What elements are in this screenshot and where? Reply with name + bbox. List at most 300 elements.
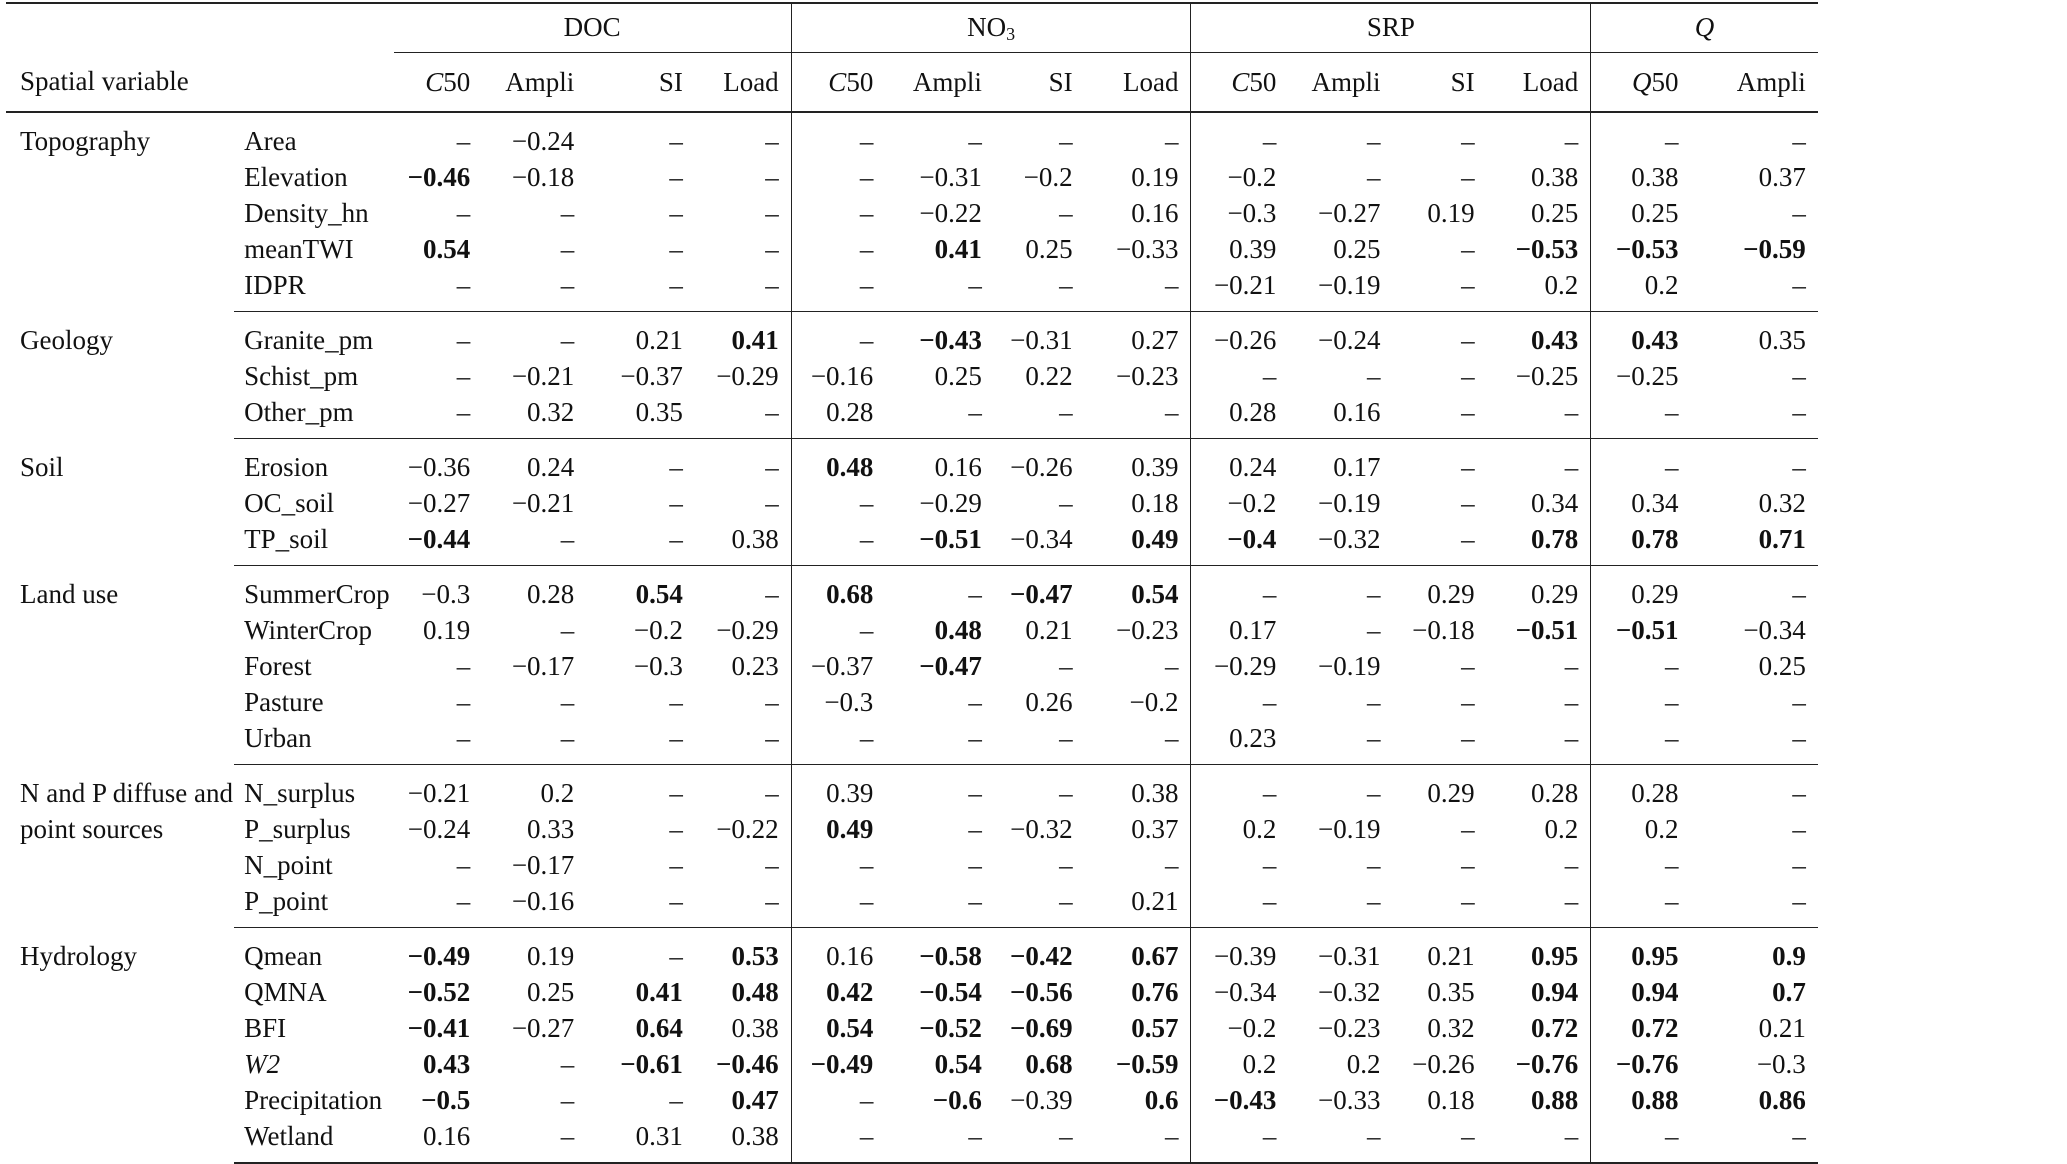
value-cell: 0.18	[1427, 1085, 1475, 1115]
value-cell: 0.43	[1531, 325, 1579, 355]
table-row	[6, 267, 2066, 312]
value-cell: −0.18	[1412, 615, 1475, 645]
section-land-use	[6, 566, 2066, 765]
value-cell: −0.21	[511, 488, 575, 518]
value-cell: 0.26	[1025, 687, 1073, 717]
value-cell: −0.22	[716, 814, 779, 844]
value-cell: −0.46	[407, 162, 471, 192]
value-cell: –	[560, 1085, 575, 1115]
value-cell: −0.18	[511, 162, 575, 192]
section-n-and-p-diffuse-and-point-sources	[6, 765, 2066, 928]
value-cell: –	[791, 312, 885, 359]
value-cell: –	[1690, 267, 1817, 312]
correlation-table	[6, 2, 2066, 1164]
value-cell: 0.41	[934, 234, 982, 264]
value-cell: 0.31	[586, 1118, 695, 1163]
value-cell: –	[791, 195, 885, 231]
value-cell: –	[968, 126, 982, 156]
value-cell: 0.78	[1591, 521, 1691, 566]
value-cell: 0.72	[1531, 1013, 1579, 1043]
value-cell: –	[1059, 778, 1073, 808]
value-cell: −0.3	[1756, 1049, 1806, 1079]
value-cell: 0.28	[1531, 778, 1579, 808]
value-cell: 0.32	[1758, 488, 1806, 518]
variable-label: meanTWI	[244, 234, 354, 264]
value-cell: –	[695, 394, 791, 439]
value-cell: 0.88	[1531, 1085, 1579, 1115]
value-cell: −0.2	[1129, 687, 1179, 717]
value-cell: 0.28	[527, 579, 575, 609]
value-cell: −0.69	[1010, 1013, 1073, 1043]
value-cell: −0.17	[511, 651, 575, 681]
value-cell: 0.9	[1772, 941, 1806, 971]
value-cell: –	[1591, 1118, 1691, 1163]
value-cell: 0.28	[1591, 765, 1691, 812]
value-cell: –	[1191, 883, 1288, 928]
column-header-label: SI	[658, 66, 683, 97]
value-cell: –	[1564, 850, 1579, 880]
value-cell: −0.56	[1010, 977, 1073, 1007]
column-header	[994, 53, 1085, 113]
value-cell: −0.31	[919, 162, 982, 192]
value-cell: –	[1690, 883, 1817, 928]
value-cell: –	[1367, 615, 1381, 645]
value-cell: –	[1792, 452, 1806, 482]
value-cell: 0.2	[1346, 1049, 1381, 1079]
value-cell: –	[669, 162, 683, 192]
variable-label: WinterCrop	[244, 615, 373, 645]
value-cell: −0.51	[1515, 615, 1579, 645]
value-cell: –	[1164, 850, 1179, 880]
value-cell: −0.21	[511, 361, 575, 391]
value-cell: −0.19	[1318, 651, 1381, 681]
value-cell: –	[1461, 814, 1475, 844]
value-cell: –	[791, 267, 885, 312]
table-row	[6, 1046, 2066, 1082]
value-cell: −0.43	[919, 325, 982, 355]
value-cell: –	[1461, 488, 1475, 518]
value-cell: −0.23	[1318, 1013, 1381, 1043]
value-cell: –	[669, 126, 683, 156]
value-cell: −0.76	[1515, 1049, 1579, 1079]
column-header-label: Ampli	[1311, 66, 1381, 97]
column-header	[586, 53, 695, 113]
value-cell: 0.43	[1591, 312, 1691, 359]
value-cell: −0.32	[1288, 521, 1392, 566]
column-header-label: 50	[846, 66, 874, 97]
value-cell: −0.52	[919, 1013, 982, 1043]
value-cell: 0.16	[791, 928, 885, 975]
category-label: Hydrology	[20, 940, 137, 971]
value-cell: 0.33	[527, 814, 575, 844]
value-cell: –	[1164, 126, 1179, 156]
value-cell: –	[765, 452, 779, 482]
value-cell: −0.49	[407, 941, 471, 971]
column-header	[1591, 53, 1691, 113]
column-header-label: Ampli	[505, 66, 575, 97]
value-cell: –	[791, 159, 885, 195]
value-cell: –	[791, 720, 885, 765]
column-header	[791, 53, 885, 113]
value-cell: 0.22	[1025, 361, 1073, 391]
value-cell: –	[968, 850, 982, 880]
value-cell: –	[994, 394, 1085, 439]
value-cell: –	[1792, 126, 1806, 156]
value-cell: −0.58	[919, 941, 982, 971]
value-cell: –	[1792, 687, 1806, 717]
value-cell: –	[1367, 126, 1381, 156]
value-cell: −0.34	[1191, 974, 1288, 1010]
value-cell: –	[1487, 1118, 1591, 1163]
value-cell: 0.2	[1191, 1046, 1288, 1082]
value-cell: –	[394, 720, 483, 765]
value-cell: −0.29	[716, 361, 779, 391]
value-cell: 0.37	[1131, 814, 1179, 844]
value-cell: 0.64	[635, 1013, 683, 1043]
category-label: Land use	[20, 578, 119, 609]
column-header-label: Load	[723, 66, 779, 97]
column-header-symbol: C	[828, 66, 847, 97]
value-cell: 0.2	[1544, 814, 1579, 844]
value-cell: –	[791, 883, 885, 928]
variable-label: SummerCrop	[244, 579, 390, 609]
value-cell: –	[1191, 358, 1288, 394]
value-cell: –	[1085, 394, 1191, 439]
table-row	[6, 394, 2066, 439]
column-header-label: SI	[1450, 66, 1475, 97]
value-cell: 0.48	[934, 615, 982, 645]
column-header	[1690, 53, 1817, 113]
value-cell: –	[885, 394, 994, 439]
value-cell: 0.42	[791, 974, 885, 1010]
table-row	[6, 974, 2066, 1010]
value-cell: 0.43	[422, 1049, 471, 1079]
value-cell: 0.35	[1758, 325, 1806, 355]
value-cell: 0.25	[1591, 195, 1691, 231]
value-cell: −0.27	[407, 488, 471, 518]
value-cell: 0.28	[1191, 394, 1288, 439]
value-cell: –	[456, 361, 471, 391]
section-topography	[6, 112, 2066, 312]
value-cell: 0.39	[791, 765, 885, 812]
value-cell: 0.38	[695, 1118, 791, 1163]
value-cell: –	[1191, 566, 1288, 613]
column-header-label: Load	[1522, 66, 1579, 97]
header-spacer	[6, 3, 394, 53]
value-cell: –	[885, 720, 994, 765]
value-cell: 0.23	[1191, 720, 1288, 765]
column-header	[1288, 53, 1392, 113]
table-row	[6, 231, 2066, 267]
value-cell: 0.37	[1758, 162, 1806, 192]
value-cell: –	[1367, 687, 1381, 717]
value-cell: –	[765, 687, 779, 717]
value-cell: –	[456, 687, 471, 717]
value-cell: –	[765, 579, 779, 609]
value-cell: –	[1367, 162, 1381, 192]
variable-label: Other_pm	[234, 394, 393, 439]
value-cell: 0.25	[1333, 234, 1381, 264]
table-row	[6, 648, 2066, 684]
column-header-symbol: C	[1231, 66, 1250, 97]
variable-label: Density_hn	[244, 198, 369, 228]
value-cell: −0.31	[1010, 325, 1073, 355]
value-cell: –	[394, 883, 483, 928]
value-cell: 0.68	[791, 566, 885, 613]
value-cell: 0.17	[1333, 452, 1381, 482]
variable-label: Erosion	[244, 452, 329, 482]
value-cell: –	[669, 488, 683, 518]
value-cell: 0.21	[1427, 941, 1475, 971]
value-cell: −0.51	[885, 521, 994, 566]
value-cell: –	[586, 521, 695, 566]
value-cell: –	[1288, 720, 1392, 765]
value-cell: 0.38	[1131, 778, 1179, 808]
value-cell: –	[1461, 687, 1475, 717]
value-cell: –	[1690, 394, 1817, 439]
value-cell: −0.24	[511, 126, 575, 156]
column-header-label: Load	[1122, 66, 1179, 97]
value-cell: –	[885, 1118, 994, 1163]
group-label: NO	[967, 11, 1007, 42]
value-cell: –	[1393, 720, 1487, 765]
value-cell: –	[560, 234, 575, 264]
value-cell: –	[1591, 648, 1691, 684]
value-cell: –	[456, 198, 471, 228]
value-cell: –	[1288, 1118, 1392, 1163]
value-cell: 0.38	[695, 521, 791, 566]
value-cell: 0.86	[1758, 1085, 1806, 1115]
value-cell: −0.47	[919, 651, 982, 681]
value-cell: 0.16	[394, 1118, 483, 1163]
value-cell: –	[669, 941, 683, 971]
value-cell: –	[669, 687, 683, 717]
value-cell: 0.54	[791, 1010, 885, 1046]
value-cell: –	[791, 485, 885, 521]
value-cell: −0.26	[1412, 1049, 1475, 1079]
value-cell: –	[1591, 394, 1691, 439]
value-cell: 0.19	[527, 941, 575, 971]
column-header-label: 50	[1651, 66, 1679, 97]
value-cell: 0.19	[422, 615, 471, 645]
value-cell: −0.26	[1010, 452, 1073, 482]
value-cell: −0.31	[1318, 941, 1381, 971]
category-label: Topography	[20, 126, 151, 156]
value-cell: −0.43	[1191, 1082, 1288, 1118]
value-cell: 0.25	[1025, 234, 1073, 264]
value-cell: 0.29	[1591, 566, 1691, 613]
value-cell: –	[1461, 651, 1475, 681]
value-cell: 0.32	[1427, 1013, 1475, 1043]
value-cell: −0.5	[421, 1085, 471, 1115]
variable-label: Area	[244, 126, 297, 156]
value-cell: 0.88	[1591, 1082, 1691, 1118]
value-cell: 0.35	[586, 394, 695, 439]
value-cell: –	[1591, 720, 1691, 765]
table-row	[6, 684, 2066, 720]
value-cell: –	[695, 720, 791, 765]
value-cell: −0.36	[407, 452, 471, 482]
value-cell: –	[1059, 651, 1073, 681]
value-cell: –	[765, 488, 779, 518]
value-cell: −0.24	[1318, 325, 1381, 355]
value-cell: 0.6	[1144, 1085, 1179, 1115]
value-cell: –	[1191, 847, 1288, 883]
value-cell: 0.38	[1531, 162, 1579, 192]
value-cell: –	[456, 126, 471, 156]
value-cell: –	[885, 267, 994, 312]
value-cell: –	[560, 198, 575, 228]
value-cell: −0.49	[791, 1046, 885, 1082]
value-cell: –	[1564, 651, 1579, 681]
value-cell: –	[669, 234, 683, 264]
value-cell: −0.32	[1010, 814, 1073, 844]
value-cell: –	[765, 778, 779, 808]
column-header-label: Ampli	[912, 66, 982, 97]
value-cell: –	[1393, 267, 1487, 312]
value-cell: –	[1690, 720, 1817, 765]
group-label-sub: 3	[1006, 23, 1016, 44]
value-cell: –	[1792, 850, 1806, 880]
column-header	[1487, 53, 1591, 113]
value-cell: −0.54	[919, 977, 982, 1007]
value-cell: –	[1792, 361, 1806, 391]
value-cell: –	[791, 231, 885, 267]
value-cell: –	[765, 126, 779, 156]
table-row	[6, 485, 2066, 521]
value-cell: –	[1591, 883, 1691, 928]
value-cell: 0.38	[731, 1013, 779, 1043]
value-cell: –	[1792, 814, 1806, 844]
group-header-srp	[1191, 3, 1591, 53]
value-cell: −0.22	[919, 198, 982, 228]
value-cell: 0.29	[1427, 778, 1475, 808]
value-cell: –	[1085, 1118, 1191, 1163]
value-cell: –	[1367, 850, 1381, 880]
value-cell: 0.18	[1131, 488, 1179, 518]
variable-label: N_point	[244, 850, 333, 880]
category-label: Geology	[20, 324, 113, 355]
value-cell: −0.61	[620, 1049, 683, 1079]
value-cell: –	[1461, 325, 1475, 355]
table-row	[6, 720, 2066, 765]
value-cell: −0.19	[1288, 267, 1392, 312]
value-cell: −0.33	[1115, 234, 1179, 264]
table-row	[6, 1010, 2066, 1046]
spatial-variable-header: Spatial variable	[6, 53, 394, 113]
value-cell: 0.25	[527, 977, 575, 1007]
value-cell: −0.37	[620, 361, 683, 391]
value-cell: −0.76	[1591, 1046, 1691, 1082]
column-header	[482, 53, 586, 113]
variable-label: Forest	[244, 651, 312, 681]
value-cell: –	[669, 452, 683, 482]
value-cell: –	[1564, 452, 1579, 482]
value-cell: −0.23	[1115, 361, 1179, 391]
column-header	[695, 53, 791, 113]
value-cell: –	[1792, 579, 1806, 609]
value-cell: −0.2	[1191, 485, 1288, 521]
value-cell: 0.2	[1591, 267, 1691, 312]
value-cell: –	[1461, 162, 1475, 192]
column-header-label: SI	[1048, 66, 1073, 97]
value-cell: 0.21	[1085, 883, 1191, 928]
value-cell: –	[669, 198, 683, 228]
value-cell: −0.33	[1318, 1085, 1381, 1115]
variable-label: TP_soil	[234, 521, 393, 566]
value-cell: 0.54	[422, 234, 471, 264]
table-row	[6, 928, 2066, 975]
value-cell: –	[669, 850, 683, 880]
value-cell: −0.59	[1743, 234, 1806, 264]
value-cell: −0.25	[1515, 361, 1579, 391]
value-cell: 0.27	[1131, 325, 1179, 355]
value-cell: –	[669, 1085, 683, 1115]
value-cell: –	[1591, 684, 1691, 720]
column-header-label: Ampli	[1736, 66, 1806, 97]
value-cell: –	[394, 267, 483, 312]
table-row	[6, 521, 2066, 566]
value-cell: –	[1393, 883, 1487, 928]
table-row	[6, 765, 2066, 812]
value-cell: −0.19	[1318, 488, 1381, 518]
table-row	[6, 195, 2066, 231]
value-cell: –	[1393, 1118, 1487, 1163]
value-cell: 0.54	[934, 1049, 982, 1079]
section-geology	[6, 312, 2066, 439]
value-cell: –	[994, 267, 1085, 312]
value-cell: −0.59	[1115, 1049, 1179, 1079]
value-cell: 0.39	[1191, 231, 1288, 267]
value-cell: 0.35	[1427, 977, 1475, 1007]
table-row	[6, 566, 2066, 613]
value-cell: –	[1564, 126, 1579, 156]
value-cell: –	[765, 234, 779, 264]
value-cell: −0.52	[407, 977, 471, 1007]
value-cell: −0.26	[1191, 312, 1288, 359]
value-cell: –	[994, 720, 1085, 765]
value-cell: –	[765, 162, 779, 192]
table-row	[6, 883, 2066, 928]
variable-label: Granite_pm	[244, 325, 374, 355]
value-cell: –	[968, 814, 982, 844]
value-cell: 0.7	[1772, 977, 1806, 1007]
value-cell: –	[1367, 361, 1381, 391]
value-cell: 0.49	[1085, 521, 1191, 566]
variable-label: OC_soil	[244, 488, 335, 518]
value-cell: −0.47	[1010, 579, 1073, 609]
group-label: DOC	[563, 11, 621, 42]
value-cell: –	[560, 687, 575, 717]
value-cell: 0.76	[1131, 977, 1179, 1007]
value-cell: −0.39	[1191, 928, 1288, 975]
value-cell: −0.6	[932, 1085, 982, 1115]
value-cell: 0.17	[1191, 612, 1288, 648]
value-cell: –	[791, 112, 885, 159]
value-cell: 0.25	[1758, 651, 1806, 681]
value-cell: 0.16	[934, 452, 982, 482]
value-cell: 0.49	[791, 811, 885, 847]
value-cell: –	[394, 394, 483, 439]
value-cell: –	[791, 521, 885, 566]
value-cell: –	[695, 267, 791, 312]
table-row	[6, 1118, 2066, 1163]
value-cell: 0.68	[1025, 1049, 1073, 1079]
value-cell: –	[1059, 850, 1073, 880]
column-header-label: 50	[1249, 66, 1277, 97]
value-cell: –	[482, 720, 586, 765]
group-header-no3	[791, 3, 1191, 53]
